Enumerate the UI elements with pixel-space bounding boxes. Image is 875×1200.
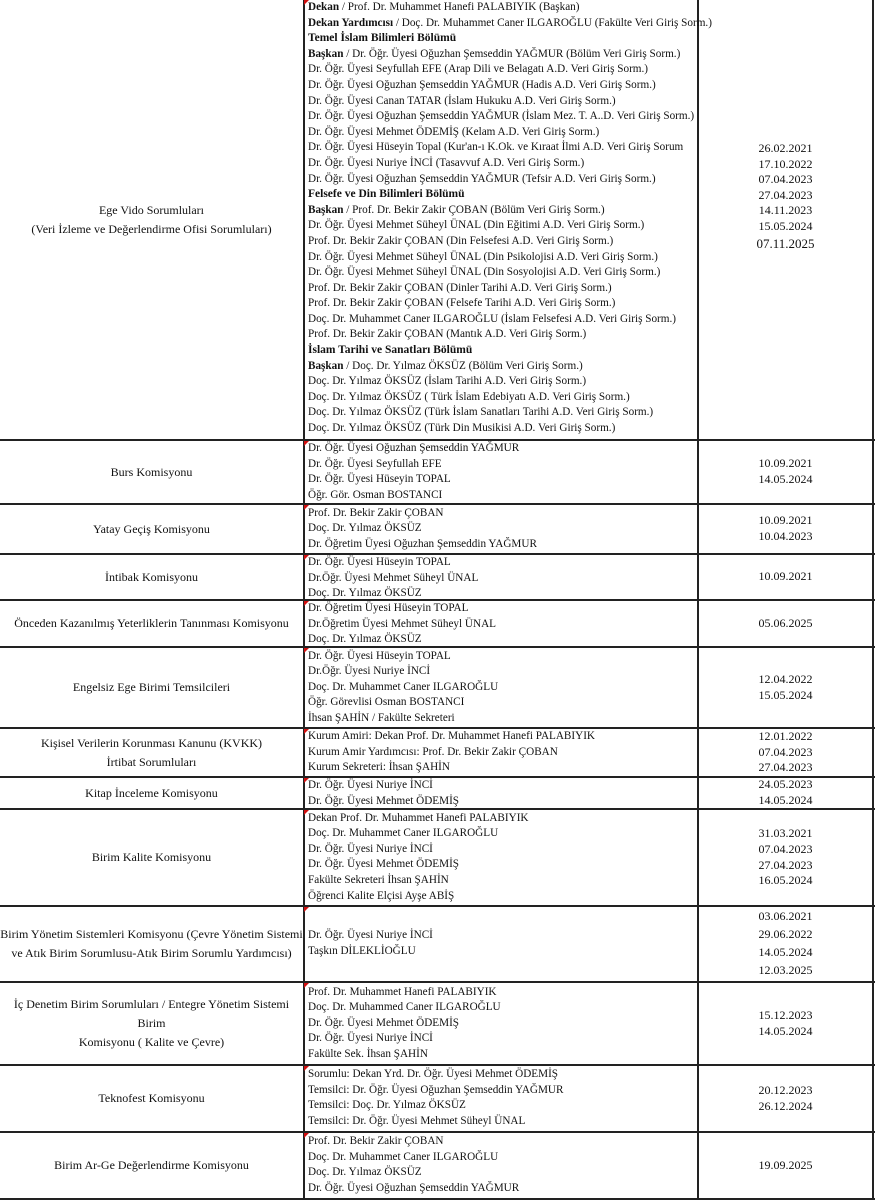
- member-role: Dekan: [308, 1, 340, 13]
- appointment-date: 27.04.2023: [758, 760, 813, 775]
- members-cell[interactable]: [303, 729, 697, 776]
- department-heading: Temel İslam Bilimleri Bölümü: [308, 32, 457, 45]
- member-entry: [308, 1165, 697, 1181]
- committee-name-cell: [0, 648, 303, 727]
- member-name: Temsilci: Dr. Öğr. Üyesi Oğuzhan Şemseddin YAĞMUR: [308, 1083, 564, 1096]
- member-role: Başkan: [308, 203, 344, 216]
- member-name: Dr. Öğr. Üyesi Hüseyin TOPAL: [308, 556, 451, 568]
- member-entry: [308, 265, 697, 281]
- member-name: Dr.Öğr. Üyesi Nuriye İNCİ: [308, 665, 431, 678]
- member-name: Kurum Amiri: Dekan Prof. Dr. Muhammet Hanefi PALABIYIK: [308, 730, 596, 743]
- member-name: Dr.Öğretim Üyesi Mehmet Süheyl ÜNAL: [308, 617, 496, 630]
- member-name: Öğr. Gör. Osman BOSTANCI: [308, 488, 443, 501]
- table-row: [0, 729, 875, 778]
- appointment-date: 07.04.2023: [758, 744, 813, 759]
- member-name: Fakülte Sekreteri İhsan ŞAHİN: [308, 874, 449, 887]
- member-entry: [308, 928, 697, 944]
- members-cell[interactable]: [303, 0, 712, 439]
- committee-name-cell: [0, 778, 303, 808]
- members-cell[interactable]: [303, 505, 697, 553]
- committee-name-line: İntibak Komisyonu: [105, 569, 198, 584]
- committee-name-line: Yatay Geçiş Komisyonu: [93, 521, 210, 536]
- member-entry: [308, 1067, 697, 1083]
- committee-name: [73, 678, 230, 697]
- committee-name-line: (Veri İzleme ve Değerlendirme Ofisi Sorumluları): [31, 221, 272, 236]
- member-name: Dr. Öğr. Üyesi Oğuzhan Şemseddin YAĞMUR (Tefsir A.D. Veri Giriş Sorm.): [308, 172, 656, 185]
- member-entry: [308, 873, 697, 889]
- committee-name-line: İrtibat Sorumluları: [106, 754, 197, 769]
- committee-name: [105, 568, 198, 587]
- member-name: Prof. Dr. Bekir Zakir ÇOBAN (Mantık A.D. Veri Giriş Sorm.): [308, 328, 587, 341]
- member-entry: [308, 680, 697, 696]
- member-entry: [308, 794, 697, 810]
- comment-indicator-icon[interactable]: [304, 505, 309, 510]
- committee-name-cell: [0, 441, 303, 503]
- member-name: Doç. Dr. Yılmaz ÖKSÜZ (İslam Tarihi A.D. Veri Giriş Sorm.): [308, 375, 587, 388]
- member-entry: [308, 985, 697, 1001]
- member-entry: [308, 889, 697, 905]
- member-name: Doç. Dr. Yılmaz ÖKSÜZ ( Türk İslam Edebiyatı A.D. Veri Giriş Sorm.): [308, 390, 630, 403]
- committee-name: [92, 848, 211, 867]
- member-entry: [308, 405, 697, 421]
- member-name: Dr. Öğr. Üyesi Nuriye İNCİ: [308, 929, 433, 942]
- member-name: Dr. Öğr. Üyesi Nuriye İNCİ (Tasavvuf A.D. Veri Giriş Sorm.): [308, 156, 585, 169]
- member-name: Prof. Dr. Bekir Zakir ÇOBAN: [308, 1135, 444, 1148]
- appointment-date: 12.04.2022: [758, 671, 813, 686]
- table-row: [0, 601, 875, 648]
- appointment-date: 20.12.2023: [758, 1082, 813, 1097]
- members-cell[interactable]: [303, 601, 697, 646]
- table-row: [0, 983, 875, 1066]
- member-name: / Doç. Dr. Yılmaz ÖKSÜZ (Bölüm Veri Giriş Sorm.): [343, 359, 583, 372]
- member-entry: [308, 617, 697, 633]
- committee-name-cell: [0, 1133, 303, 1198]
- member-name: Doç. Dr. Yılmaz ÖKSÜZ (Türk İslam Sanatları Tarihi A.D. Veri Giriş Sorm.): [308, 406, 654, 419]
- member-name: Dr. Öğr. Üyesi Oğuzhan Şemseddin YAĞMUR (Hadis A.D. Veri Giriş Sorm.): [308, 78, 656, 91]
- member-entry: [308, 312, 697, 328]
- member-name: Doç. Dr. Muhammet Caner ILGAROĞLU (İslam Felsefesi A.D. Veri Giriş Sorm.): [308, 312, 676, 325]
- committee-name-line: Engelsiz Ege Birimi Temsilcileri: [72, 680, 231, 694]
- member-name: Dr. Öğr. Üyesi Nuriye İNCİ: [308, 842, 433, 855]
- appointment-date: 10.09.2021: [758, 513, 813, 528]
- member-name: Dr. Öğr. Üyesi Hüseyin Topal (Kur'an-ı K.Ok. ve Kıraat İlmi A.D. Veri Giriş Sorum: [308, 141, 684, 154]
- appointment-date: 12.03.2025: [758, 963, 813, 978]
- member-entry: [308, 729, 697, 745]
- member-name: Dr. Öğr. Üyesi Seyfullah EFE: [308, 457, 442, 470]
- member-name: Dr. Öğr. Üyesi Seyfullah EFE (Arap Dili ve Belagatı A.D. Veri Giriş Sorm.): [308, 63, 649, 76]
- member-entry: [308, 760, 697, 776]
- member-role: Başkan: [308, 359, 344, 372]
- appointment-date: 07.11.2025: [756, 235, 815, 251]
- member-entry: [308, 1031, 697, 1047]
- dates-cell: [697, 601, 874, 646]
- appointment-date: 10.04.2023: [758, 529, 813, 543]
- member-entry: [308, 140, 697, 156]
- members-cell[interactable]: [303, 555, 697, 599]
- committee-name-line: Teknofest Komisyonu: [98, 1091, 205, 1105]
- committee-name: [85, 784, 218, 803]
- member-name: Dr. Öğretim Üyesi Oğuzhan Şemseddin YAĞMUR: [308, 537, 537, 550]
- member-name: Temsilci: Dr. Öğr. Üyesi Mehmet Süheyl ÜNAL: [308, 1115, 526, 1128]
- member-entry: [308, 1181, 697, 1197]
- appointment-date: 14.05.2024: [758, 472, 813, 486]
- table-row: [0, 555, 875, 601]
- member-entry: [308, 537, 697, 553]
- member-name: / Dr. Öğr. Üyesi Oğuzhan Şemseddin YAĞMUR (Bölüm Veri Giriş Sorm.): [343, 47, 681, 60]
- member-entry: [308, 811, 697, 827]
- committee-name: [0, 995, 303, 1052]
- member-entry: [308, 745, 697, 761]
- comment-indicator-icon[interactable]: [304, 778, 309, 783]
- comment-indicator-icon[interactable]: [304, 983, 309, 988]
- committee-name: [0, 925, 302, 963]
- member-entry: [308, 374, 697, 390]
- member-entry: [308, 62, 697, 78]
- appointment-date: 14.05.2024: [758, 1023, 813, 1038]
- appointment-date: 15.12.2023: [758, 1007, 813, 1022]
- member-entry: [308, 664, 697, 680]
- committee-name-cell: [0, 907, 303, 981]
- member-entry: [308, 94, 697, 110]
- comment-indicator-icon[interactable]: [304, 601, 309, 606]
- member-entry: [308, 16, 712, 32]
- member-entry: [308, 472, 697, 488]
- appointment-date: 14.05.2024: [758, 793, 813, 807]
- member-entry: [308, 250, 697, 266]
- appointment-date: 19.09.2025: [758, 1157, 813, 1172]
- member-name: Doç. Dr. Yılmaz ÖKSÜZ: [308, 1166, 422, 1179]
- dates-cell: [697, 441, 874, 503]
- comment-indicator-icon[interactable]: [304, 648, 309, 653]
- committee-name-line: Kitap İnceleme Komisyonu: [85, 785, 218, 800]
- appointment-date: 12.01.2022: [758, 729, 813, 744]
- committee-name-cell: [0, 555, 303, 599]
- member-entry: [308, 506, 697, 522]
- dates-cell: [697, 648, 874, 727]
- comment-indicator-icon[interactable]: [304, 1066, 309, 1071]
- member-entry: [308, 218, 697, 234]
- member-entry: [308, 156, 697, 172]
- members-cell[interactable]: [303, 983, 697, 1064]
- appointment-date: 31.03.2021: [758, 826, 813, 841]
- dates-cell: [697, 0, 874, 439]
- member-role: Dekan Yardımcısı: [308, 16, 394, 29]
- member-entry: [308, 586, 697, 602]
- members-cell[interactable]: [303, 907, 697, 981]
- committee-name-cell: [0, 1066, 303, 1131]
- member-name: Dr. Öğr. Üyesi Canan TATAR (İslam Hukuku A.D. Veri Giriş Sorm.): [308, 94, 616, 107]
- member-name: Kurum Amir Yardımcısı: Prof. Dr. Bekir Zakir ÇOBAN: [308, 745, 558, 758]
- member-entry: [308, 281, 697, 297]
- members-cell[interactable]: [303, 1133, 697, 1198]
- committee-name: [93, 520, 210, 539]
- appointment-date: 10.09.2021: [758, 456, 813, 471]
- appointment-date: 16.05.2024: [758, 873, 813, 888]
- table-row: [0, 907, 875, 983]
- committee-name: [31, 201, 271, 239]
- member-name: Öğr. Görevlisi Osman BOSTANCI: [308, 696, 465, 709]
- dates-cell: [697, 729, 874, 776]
- appointment-date: 10.09.2021: [758, 569, 813, 584]
- appointment-date: 17.10.2022: [758, 156, 813, 171]
- committee-name: [111, 463, 193, 482]
- table-row: [0, 441, 875, 505]
- member-entry: [308, 1047, 697, 1063]
- member-entry: [308, 1083, 697, 1099]
- member-entry: [308, 203, 697, 219]
- member-name: Dr. Öğr. Üyesi Mehmet Süheyl ÜNAL (Din Psikolojisi A.D. Veri Giriş Sorm.): [308, 250, 658, 263]
- member-entry: [308, 47, 697, 63]
- committee-name-line: Birim Kalite Komisyonu: [91, 850, 212, 864]
- committee-name-cell: [0, 0, 303, 439]
- comment-indicator-icon[interactable]: [304, 555, 309, 560]
- comment-indicator-icon[interactable]: [304, 907, 309, 912]
- appointment-date: 27.04.2023: [758, 857, 813, 872]
- appointment-date: 15.05.2024: [758, 218, 813, 233]
- table-row: [0, 648, 875, 729]
- member-name: Taşkın DİLEKLİOĞLU: [308, 944, 416, 957]
- member-entry: [308, 359, 697, 375]
- member-name: Doç. Dr. Yılmaz ÖKSÜZ (Türk Din Musikisi A.D. Veri Giriş Sorm.): [308, 422, 616, 435]
- comment-indicator-icon[interactable]: [304, 810, 309, 815]
- committee-name: [14, 614, 289, 633]
- member-entry: [308, 842, 697, 858]
- member-name: Prof. Dr. Bekir Zakir ÇOBAN (Dinler Tarihi A.D. Veri Giriş Sorm.): [308, 281, 612, 294]
- member-entry: [308, 944, 697, 960]
- member-name: Öğrenci Kalite Elçisi Ayşe ABİŞ: [308, 889, 455, 902]
- member-name: Doç. Dr. Muhammed Caner ILGAROĞLU: [308, 1001, 501, 1014]
- members-cell[interactable]: [303, 778, 697, 808]
- committee-name: [41, 734, 262, 772]
- dates-cell: [697, 1066, 874, 1131]
- member-name: Doç. Dr. Yılmaz ÖKSÜZ: [308, 633, 422, 646]
- member-name: Dr. Öğr. Üyesi Oğuzhan Şemseddin YAĞMUR: [308, 1182, 520, 1195]
- member-entry: [308, 78, 697, 94]
- appointment-date: 14.05.2024: [758, 945, 813, 960]
- members-cell[interactable]: [303, 441, 697, 503]
- table-row: [0, 1066, 875, 1133]
- committee-name-cell: [0, 729, 303, 776]
- member-name: Doç. Dr. Yılmaz ÖKSÜZ: [308, 522, 422, 535]
- committee-name-line: Birim Yönetim Sistemleri Komisyonu (Çevre Yönetim Sistemi: [0, 927, 303, 941]
- dates-cell: [697, 1133, 874, 1198]
- member-entry: [308, 109, 697, 125]
- member-name: Dr. Öğr. Üyesi Mehmet ÖDEMİŞ: [308, 858, 460, 871]
- member-name: Dr. Öğr. Üyesi Hüseyin TOPAL: [308, 649, 451, 662]
- committee-name: [54, 1156, 249, 1175]
- member-entry: [308, 234, 697, 250]
- member-name: Dr. Öğr. Üyesi Nuriye İNCİ: [308, 779, 433, 791]
- member-entry: [308, 172, 697, 188]
- committee-name-cell: [0, 810, 303, 905]
- member-entry: [308, 1000, 697, 1016]
- table-row: [0, 1133, 875, 1200]
- member-entry: [308, 632, 697, 648]
- member-name: Dr. Öğr. Üyesi Mehmet ÖDEMİŞ: [308, 794, 460, 807]
- member-entry: [308, 0, 697, 16]
- appointment-date: 29.06.2022: [758, 927, 813, 942]
- appointment-date: 07.04.2023: [758, 172, 813, 187]
- member-name: / Prof. Dr. Muhammet Hanefi PALABIYIK (Başkan): [339, 1, 580, 13]
- department-heading: İslam Tarihi ve Sanatları Bölümü: [308, 344, 473, 357]
- dates-cell: [697, 810, 874, 905]
- member-role: Başkan: [308, 47, 344, 60]
- committee-name-line: İç Denetim Birim Sorumluları / Entegre Yönetim Sistemi Birim: [13, 997, 290, 1030]
- member-name: Doç. Dr. Muhammet Caner ILGAROĞLU: [308, 827, 499, 840]
- member-entry: [308, 1016, 697, 1032]
- appointment-date: 26.02.2021: [758, 141, 813, 155]
- committee-name-cell: [0, 983, 303, 1064]
- dates-cell: [697, 778, 874, 808]
- member-name: Dr. Öğr. Üyesi Mehmet ÖDEMİŞ (Kelam A.D. Veri Giriş Sorm.): [308, 125, 600, 138]
- member-name: Dr. Öğr. Üyesi Mehmet Süheyl ÜNAL (Din Sosyolojisi A.D. Veri Giriş Sorm.): [308, 266, 661, 279]
- member-name: Temsilci: Doç. Dr. Yılmaz ÖKSÜZ: [308, 1099, 466, 1112]
- committee-name: [98, 1089, 204, 1108]
- member-entry: [308, 778, 697, 794]
- committee-name-line: Birim Ar-Ge Değerlendirme Komisyonu: [54, 1158, 249, 1172]
- member-entry: [308, 1114, 697, 1130]
- member-entry: [308, 1150, 697, 1166]
- committee-name-line: Kişisel Verilerin Korunması Kanunu (KVKK): [40, 735, 263, 750]
- member-name: Dr. Öğr. Üyesi Oğuzhan Şemseddin YAĞMUR (İslam Mez. T. A..D. Veri Giriş Sorm.): [308, 110, 695, 123]
- member-entry: [308, 555, 697, 571]
- member-name: Fakülte Sek. İhsan ŞAHİN: [308, 1047, 428, 1060]
- member-entry: [308, 125, 697, 141]
- member-name: Kurum Sekreteri: İhsan ŞAHİN: [308, 761, 450, 774]
- member-name: Sorumlu: Dekan Yrd. Dr. Öğr. Üyesi Mehmet ÖDEMİŞ: [308, 1068, 559, 1081]
- member-entry: [308, 327, 697, 343]
- member-entry: [308, 421, 697, 437]
- member-name: Dr.Öğr. Üyesi Mehmet Süheyl ÜNAL: [308, 571, 479, 584]
- member-entry: [308, 390, 697, 406]
- member-entry: [308, 826, 697, 842]
- appointment-date: 24.05.2023: [758, 777, 813, 792]
- member-name: Doç. Dr. Muhammet Caner ILGAROĞLU: [308, 1150, 499, 1163]
- appointment-date: 03.06.2021: [758, 909, 813, 924]
- comment-indicator-icon[interactable]: [304, 729, 309, 734]
- member-entry: [308, 857, 697, 873]
- table-row: [0, 810, 875, 907]
- dates-cell: [697, 555, 874, 599]
- member-name: Dr. Öğr. Üyesi Nuriye İNCİ: [308, 1032, 433, 1045]
- table-row: [0, 505, 875, 555]
- member-entry: [308, 1098, 697, 1114]
- member-name: Prof. Dr. Bekir Zakir ÇOBAN (Din Felsefesi A.D. Veri Giriş Sorm.): [308, 234, 614, 247]
- member-name: Dr. Öğr. Üyesi Mehmet Süheyl ÜNAL (Din Eğitimi A.D. Veri Giriş Sorm.): [308, 219, 645, 232]
- member-name: Dr. Öğr. Üyesi Hüseyin TOPAL: [308, 473, 451, 486]
- dates-cell: [697, 983, 874, 1064]
- member-entry: [308, 571, 697, 587]
- committee-name-line: Burs Komisyonu: [110, 464, 193, 479]
- committee-name-cell: [0, 601, 303, 646]
- member-entry: [308, 649, 697, 665]
- member-name: Prof. Dr. Bekir Zakir ÇOBAN (Felsefe Tarihi A.D. Veri Giriş Sorm.): [308, 297, 616, 310]
- appointment-date: 14.11.2023: [758, 203, 813, 218]
- comment-indicator-icon[interactable]: [304, 1133, 309, 1138]
- committee-name-line: Ege Vido Sorumluları: [98, 202, 205, 217]
- member-name: Dekan Prof. Dr. Muhammet Hanefi PALABIYIK: [308, 811, 529, 824]
- member-name: Dr. Öğr. Üyesi Mehmet ÖDEMİŞ: [308, 1016, 460, 1029]
- member-entry: [308, 441, 697, 457]
- table-row: [0, 778, 875, 810]
- comment-indicator-icon[interactable]: [304, 0, 309, 5]
- dates-cell: [697, 505, 874, 553]
- member-entry: [308, 711, 697, 727]
- member-name: İhsan ŞAHİN / Fakülte Sekreteri: [308, 711, 455, 724]
- member-entry: [308, 601, 697, 617]
- member-entry: [308, 296, 697, 312]
- committee-name-line: Önceden Kazanılmış Yeterliklerin Tanınması Komisyonu: [14, 616, 289, 630]
- dates-cell: [697, 907, 874, 981]
- member-name: Dr. Öğretim Üyesi Hüseyin TOPAL: [308, 602, 469, 614]
- appointment-date: 26.12.2024: [758, 1098, 813, 1113]
- member-entry: [308, 695, 697, 711]
- department-heading: Felsefe ve Din Bilimleri Bölümü: [308, 188, 465, 201]
- member-name: Prof. Dr. Muhammet Hanefi PALABIYIK: [308, 985, 497, 998]
- appointment-date: 27.04.2023: [758, 187, 813, 202]
- appointment-date: 15.05.2024: [758, 687, 813, 702]
- member-name: / Doç. Dr. Muhammet Caner ILGAROĞLU (Fakülte Veri Giriş Sorm.): [393, 16, 712, 29]
- member-name: Doç. Dr. Muhammet Caner ILGAROĞLU: [308, 680, 499, 693]
- committee-name-cell: [0, 505, 303, 553]
- members-cell[interactable]: [303, 1066, 697, 1131]
- members-cell[interactable]: [303, 810, 697, 905]
- member-entry: [308, 1134, 697, 1150]
- member-name: Prof. Dr. Bekir Zakir ÇOBAN: [308, 506, 444, 519]
- committee-name-line: ve Atık Birim Sorumlusu-Atık Birim Sorumlu Yardımcısı): [11, 946, 292, 960]
- member-name: / Prof. Dr. Bekir Zakir ÇOBAN (Bölüm Veri Giriş Sorm.): [343, 203, 605, 216]
- appointment-date: 07.04.2023: [758, 841, 813, 856]
- member-entry: [308, 521, 697, 537]
- committee-name-line: Komisyonu ( Kalite ve Çevre): [78, 1035, 225, 1049]
- member-name: Dr. Öğr. Üyesi Oğuzhan Şemseddin YAĞMUR: [308, 442, 520, 454]
- member-entry: [308, 457, 697, 473]
- comment-indicator-icon[interactable]: [304, 441, 309, 446]
- table-row: [0, 0, 875, 441]
- members-cell[interactable]: [303, 648, 697, 727]
- member-entry: [308, 488, 697, 504]
- appointment-date: 05.06.2025: [758, 615, 813, 630]
- member-name: Doç. Dr. Yılmaz ÖKSÜZ: [308, 587, 422, 600]
